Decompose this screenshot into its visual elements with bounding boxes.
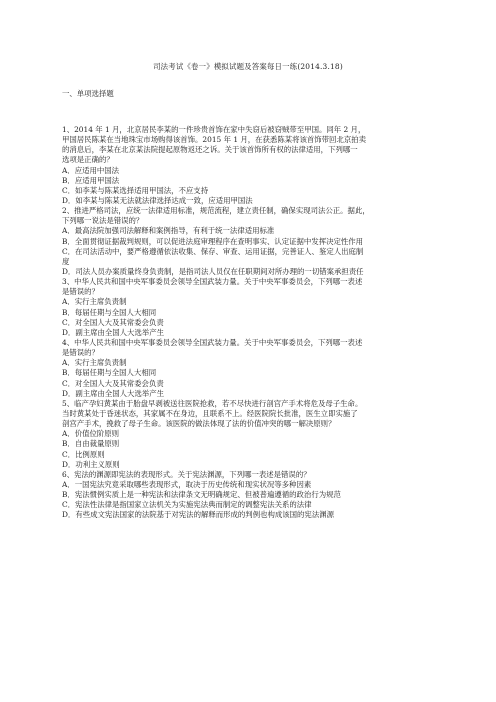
- text-line: 3、中华人民共和国中央军事委员会领导全国武装力量。关于中央军事委员会，下列哪一表述: [62, 277, 363, 287]
- text-line: B．每届任期与全国人大相同: [62, 307, 157, 317]
- text-line: A．一国宪法究竟采取哪些表现形式，取决于历史传统和现实状况等多种因素: [62, 479, 312, 489]
- text-line: A．价值位阶原则: [62, 429, 120, 439]
- text-line: 5、临产孕妇黄某由于胎盘早剥被送往医院抢救，若不尽快进行剖宫产手术将危及母子生命。: [62, 398, 363, 408]
- section-heading: 一、单项选择题: [62, 89, 114, 98]
- document-body: [62, 125, 436, 520]
- text-line: A．实行主席负责制: [62, 358, 127, 368]
- text-line: D．如李某与陈某无法就法律选择达成一致，应适用甲国法: [62, 195, 253, 205]
- text-line: C．在司法活动中，要严格遵循依法收集、保存、审查、运用证据，完善证人、鉴定人出庭制: [62, 246, 364, 256]
- text-line: 是错误的？: [62, 287, 99, 297]
- text-line: C．比例原则: [62, 449, 105, 459]
- text-line: C．如李某与陈某选择适用甲国法，不应支持: [62, 185, 209, 195]
- text-line: 当时黄某处于昏迷状态，其家属不在身边，且联系不上。经医院院长批准，医生立即实施了: [62, 408, 358, 418]
- text-line: D．副主席由全国人大选举产生: [62, 327, 165, 337]
- text-line: D．有些成文宪法国家的法院基于对宪法的解释而形成的判例也构成该国的宪法渊源: [62, 510, 334, 520]
- text-line: D．司法人员办案质量终身负责制，是指司法人员仅在任职期间对所办理的一切错案承担责任: [62, 266, 364, 276]
- text-line: 2、推进严格司法，应统一法律适用标准，规范流程，建立责任制，确保实现司法公正。据此，: [62, 206, 370, 216]
- text-line: A．应适用中国法: [62, 165, 120, 175]
- text-line: 甲国居民陈某在当地珠宝市场购得该首饰。2015 年 1 月，在获悉陈某将该首饰带回北京拍卖: [62, 135, 367, 145]
- text-line: B．全面贯彻证据裁判规则，可以促进法庭审理程序在查明事实、认定证据中发挥决定性作用: [62, 236, 364, 246]
- text-line: 度: [62, 256, 70, 266]
- text-line: A．最高法院加强司法解释和案例指导，有利于统一法律适用标准: [62, 226, 275, 236]
- text-line: B．自由裁量原则: [62, 439, 120, 449]
- text-line: 1、2014 年 1 月，北京居民李某的一件珍贵首饰在家中失窃后被窃贼带至甲国。同年 2 月，: [62, 125, 366, 134]
- text-line: C．宪法性法律是指国家立法机关为实施宪法典而制定的调整宪法关系的法律: [62, 500, 312, 510]
- text-line: A．实行主席负责制: [62, 297, 127, 307]
- text-line: B．每届任期与全国人大相同: [62, 368, 157, 378]
- text-line: B．宪法惯例实质上是一种宪法和法律条文无明确规定、但被普遍遵循的政治行为规范: [62, 490, 341, 500]
- text-line: C．对全国人大及其常委会负责: [62, 378, 164, 388]
- text-line: D．功利主义原则: [62, 459, 120, 469]
- text-line: 是错误的？: [62, 348, 99, 358]
- text-line: 6、宪法的渊源即宪法的表现形式。关于宪法渊源，下列哪一表述是错误的？: [62, 469, 311, 479]
- text-line: 选项是正确的？: [62, 155, 114, 165]
- document-title: 司法考试《卷一》模拟试题及答案每日一练(2014.3.18): [153, 62, 343, 71]
- text-line: 4、中华人民共和国中央军事委员会领导全国武装力量。关于中央军事委员会，下列哪一表述: [62, 337, 363, 347]
- text-line: 的消息后，李某在北京某法院提起原物返还之诉。关于该首饰所有权的法律适用，下列哪一: [62, 145, 358, 155]
- text-line: 下列哪一说法是错误的？: [62, 216, 144, 226]
- text-line: B．应适用甲国法: [62, 175, 120, 185]
- text-line: D．副主席由全国人大选举产生: [62, 388, 165, 398]
- text-line: C．对全国人大及其常委会负责: [62, 317, 164, 327]
- text-line: 剖宫产手术，挽救了母子生命。该医院的做法体现了法的价值冲突的哪一解决原则？: [62, 419, 336, 429]
